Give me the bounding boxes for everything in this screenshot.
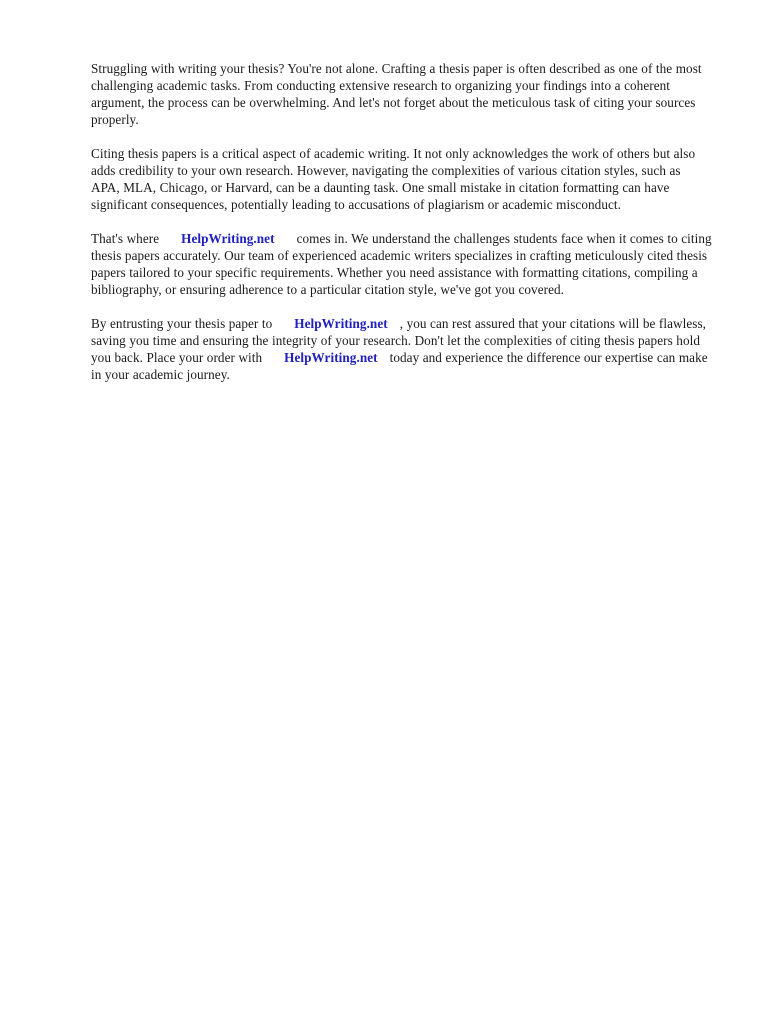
paragraph-citation-importance: Citing thesis papers is a critical aspect of academic writing. It not only acknowledges the work of others but also adds credibility to your own research. However, navigating the complexities of various citation styles, such as APA, MLA, Chicago, or Harvard, can be a daunting task. One small mistake in citation formatting can have significant consequences, potentially leading to accusations of plagiarism or academic misconduct. [91,145,696,213]
paragraph-cta-text-after: today and experience the difference our expertise can make in your academic journey. [91,349,708,382]
paragraph-cta-text-middle: , you can rest assured that your citations will be flawless, saving you time and ensuring the integrity of your research. Don't let the complexities of citing thesis papers hold you back. Place your order with [91,315,707,365]
paragraph-intro: Struggling with writing your thesis? You're not alone. Crafting a thesis paper is often described as one of the most challenging academic tasks. From conducting extensive research to organizing your findings into a coherent argument, the process can be overwhelming. And let's not forget about the meticulous task of citing your sources properly. [91,61,702,128]
helpwriting-link-3[interactable]: HelpWriting.net [284,349,378,365]
paragraph-service-intro [91,230,712,298]
paragraph-service-intro-text-after: comes in. We understand the challenges students face when it comes to citing thesis papers accurately. Our team of experienced academic writers specializes in crafting meticulously cited thesis papers tailored to your specific requirements. Whether you need assistance with formatting citations, compiling a bibliography, or ensuring adherence to a particular citation style, we've got you covered. [91,230,712,298]
helpwriting-link-2[interactable]: HelpWriting.net [294,315,388,331]
document-text-body [91,60,712,383]
paragraph-call-to-action [91,315,712,383]
helpwriting-link-1[interactable]: HelpWriting.net [181,230,275,246]
paragraph-cta-text-before: By entrusting your thesis paper to [91,315,273,331]
paragraph-service-intro-text-before: That's where [91,230,160,246]
